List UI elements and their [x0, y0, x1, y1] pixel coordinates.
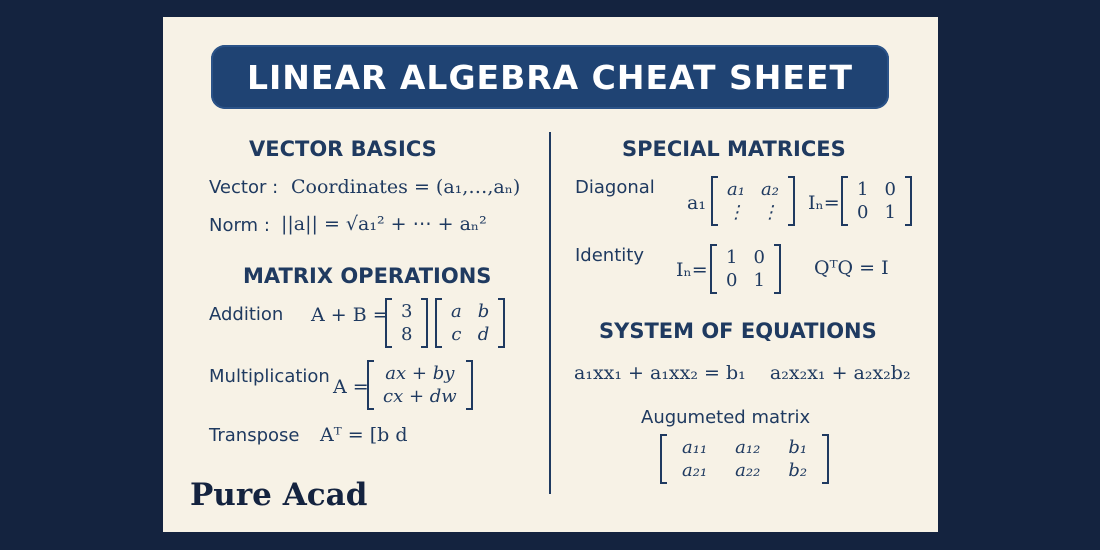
addition-lhs: A + B = [311, 304, 389, 326]
orthogonal-formula: QᵀQ = I [814, 257, 889, 279]
brand-logo: Pure Acad [190, 477, 368, 513]
matrix-cell: c [451, 324, 462, 345]
column-divider [549, 132, 551, 494]
norm-label: Norm : [209, 215, 270, 236]
identity-matrix [710, 244, 781, 294]
matrix-cell: b₁ [788, 437, 808, 458]
matrix-operations-heading: MATRIX OPERATIONS [243, 264, 492, 288]
diagonal-matrix [711, 176, 795, 226]
addition-matrix-1 [385, 298, 428, 348]
matrix-cell: a₁ [727, 179, 745, 200]
matrix-cell: 1 [726, 247, 738, 268]
identity-label: Identity [575, 245, 644, 266]
matrix-cell: 8 [401, 324, 413, 345]
diagonal-identity-lhs: Iₙ= [808, 192, 840, 214]
multiplication-lhs: A = [333, 376, 369, 398]
augmented-matrix [660, 434, 829, 484]
identity-lhs: Iₙ= [676, 259, 708, 281]
matrix-cell: 1 [753, 270, 765, 291]
diagonal-identity-matrix [841, 176, 912, 226]
addition-matrix-2 [435, 298, 505, 348]
diagonal-label: Diagonal [575, 177, 655, 198]
matrix-cell: a₂₁ [682, 460, 708, 481]
matrix-cell: ax + by [385, 363, 455, 384]
augmented-matrix-label: Augumeted matrix [641, 407, 811, 428]
matrix-cell: a₂ [761, 179, 779, 200]
multiplication-label: Multiplication [209, 366, 330, 387]
norm-formula: ||a|| = √a₁² + ⋯ + aₙ² [281, 213, 487, 235]
transpose-formula: Aᵀ = [b d [320, 424, 408, 446]
matrix-cell: 1 [857, 179, 869, 200]
matrix-cell: cx + dw [383, 386, 457, 407]
matrix-cell: a₁₁ [682, 437, 708, 458]
system-of-equations-heading: SYSTEM OF EQUATIONS [599, 319, 877, 343]
matrix-cell: 0 [726, 270, 738, 291]
special-matrices-heading: SPECIAL MATRICES [622, 137, 846, 161]
matrix-cell: ⋮ [761, 202, 779, 223]
system-equation: a₁xx₁ + a₁xx₂ = b₁ a₂x₂x₁ + a₂x₂b₂ [574, 362, 911, 384]
matrix-cell: a₁₂ [735, 437, 761, 458]
matrix-cell: 0 [884, 179, 896, 200]
matrix-cell: b [477, 301, 490, 322]
vector-formula: Coordinates = (a₁,…,aₙ) [291, 176, 521, 198]
matrix-cell: a [451, 301, 462, 322]
vector-label: Vector : [209, 177, 279, 198]
matrix-cell: 3 [401, 301, 413, 322]
matrix-cell: b₂ [788, 460, 808, 481]
multiplication-matrix [367, 360, 473, 410]
page-title: LINEAR ALGEBRA CHEAT SHEET [246, 57, 854, 97]
diagonal-prefix: a₁ [687, 192, 706, 214]
matrix-cell: 0 [753, 247, 765, 268]
matrix-cell: 0 [857, 202, 869, 223]
transpose-label: Transpose [209, 425, 300, 446]
addition-label: Addition [209, 304, 284, 325]
matrix-cell: d [477, 324, 490, 345]
vector-basics-heading: VECTOR BASICS [249, 137, 437, 161]
title-banner [211, 45, 889, 109]
matrix-cell: 1 [884, 202, 896, 223]
cheat-sheet-card [163, 17, 938, 532]
matrix-cell: ⋮ [727, 202, 745, 223]
matrix-cell: a₂₂ [735, 460, 761, 481]
